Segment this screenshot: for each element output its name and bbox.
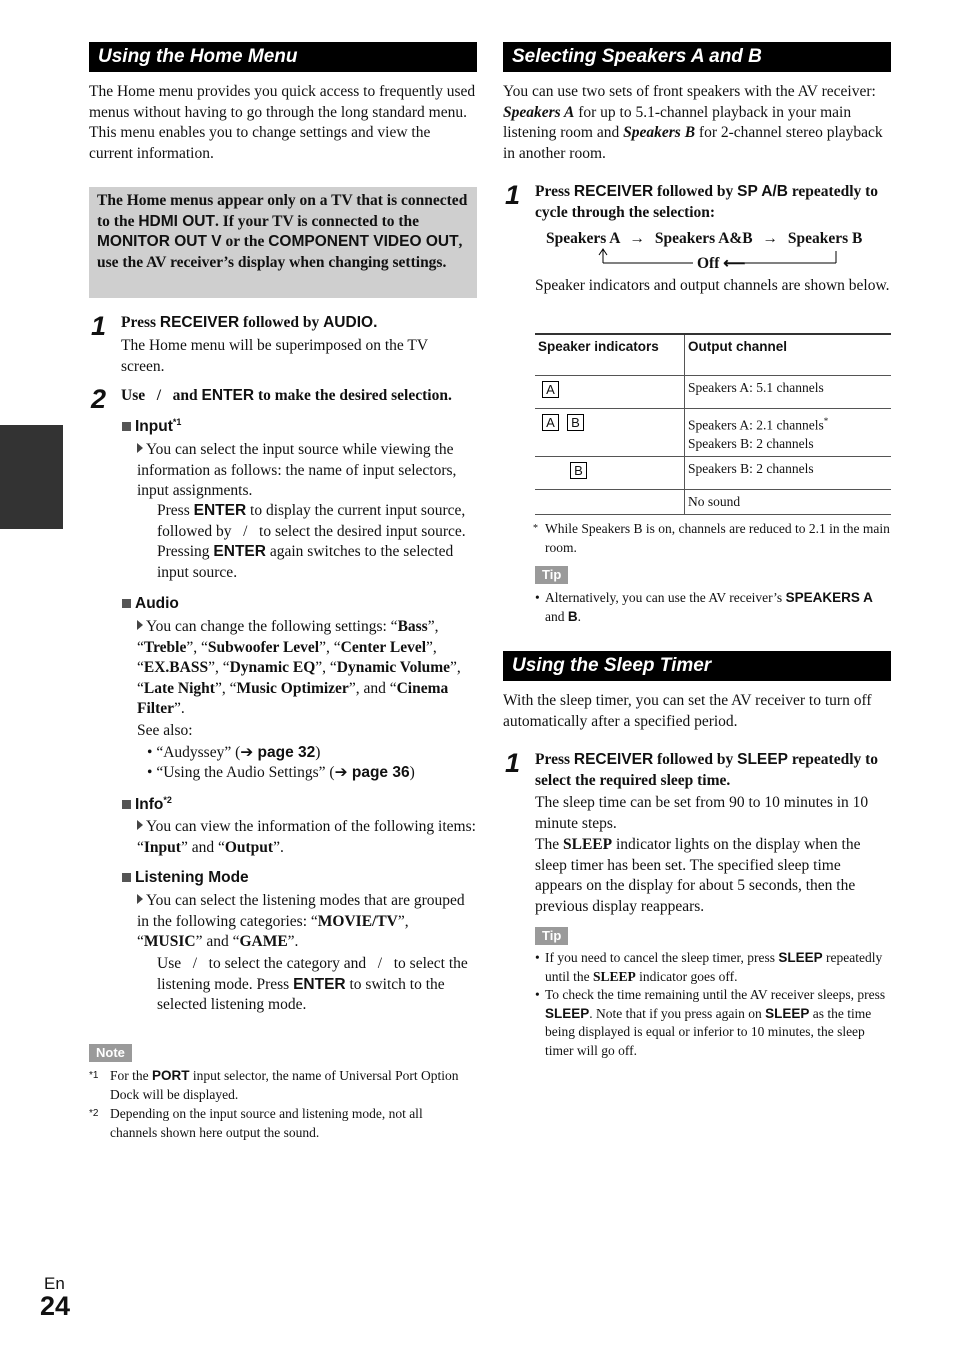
table-row [535, 409, 891, 457]
audio-heading [122, 595, 179, 613]
listening-mode-label: Listening Mode [135, 869, 249, 886]
square-bullet-icon [122, 800, 131, 809]
indicator-b: B [567, 414, 584, 431]
notice-text: or the [221, 233, 269, 250]
sleep-indicator: SLEEP [593, 968, 636, 984]
speakers-a-term: Speakers A [503, 103, 575, 121]
step-text: . [373, 314, 378, 331]
table-row [535, 489, 891, 514]
setting-name: Dynamic Volume [336, 659, 451, 676]
tip-item: • If you need to cancel the sleep timer, press SLEEP repeatedly until the SLEEP indicator goes off. [535, 950, 883, 984]
square-bullet-icon [122, 599, 131, 608]
step-text: Press [535, 751, 574, 768]
see-also-ref-2[interactable]: • “Using the Audio Settings” (➔ page 36) [147, 764, 415, 781]
arrow-icon: ➔ [334, 764, 348, 781]
tip-label: Tip [535, 927, 568, 945]
receiver-key: RECEIVER [573, 751, 654, 768]
speaker-table [535, 335, 891, 515]
audio-key: AUDIO [323, 314, 374, 331]
square-bullet-icon [122, 422, 131, 431]
procedure-text: to switch to the selected listening mode. [157, 975, 445, 1013]
note-label: Note [89, 1044, 132, 1062]
setting-name: Bass [397, 618, 428, 635]
header-indicators: Speaker indicators [535, 335, 685, 376]
tip-text: If you need to cancel the sleep timer, press [545, 950, 779, 965]
intro-text: You can use two sets of front speakers with the AV receiver: [503, 83, 876, 100]
receiver-key: RECEIVER [159, 314, 240, 331]
page-link[interactable]: page 36 [347, 764, 410, 781]
enter-key: ENTER [293, 975, 346, 993]
step1-heading [121, 313, 477, 334]
audio-label: Audio [135, 595, 179, 612]
note-text: Depending on the input source and listening mode, not all channels shown here output the sound. [110, 1106, 423, 1140]
listening-text: ”. [287, 933, 299, 950]
speakers-a-key: SPEAKERS A [785, 590, 873, 605]
listening-mode-heading [122, 869, 249, 887]
sleep-key: SLEEP [545, 1005, 590, 1021]
tip-text: . Note that if you press again on [589, 1005, 766, 1021]
output-cell: No sound [685, 489, 892, 514]
ref-text: ) [409, 764, 415, 781]
audio-text: ”, “ [137, 659, 461, 697]
triangle-bullet-icon [137, 894, 143, 904]
table-row [535, 456, 891, 489]
input-text: You can select the input source while viewing the information as follows: the name of input selectors, input assignments. [137, 441, 457, 499]
audio-text: ”, “ [214, 679, 237, 697]
sleep-step-heading [535, 750, 891, 791]
see-also-ref-1[interactable]: • “Audyssey” (➔ page 32) [147, 744, 321, 761]
step-number: 2 [91, 384, 107, 414]
page-link[interactable]: page 32 [253, 744, 316, 761]
setting-name: Late Night [143, 679, 215, 697]
notice-text: . If your TV is connected to the [214, 212, 420, 230]
sleep-indicator: SLEEP [562, 836, 613, 853]
tip-item: • Alternatively, you can use the AV receiver’s SPEAKERS A and B. [535, 590, 873, 624]
tip-text: repeatedly until the [545, 950, 883, 984]
step-text: Use [121, 387, 149, 404]
input-label: Input [135, 418, 173, 436]
language-label: En [44, 1274, 65, 1293]
cycle-off [697, 254, 746, 273]
output-cell: Speakers A: 5.1 channels [685, 376, 892, 409]
footnote-mark: *2 [163, 795, 172, 805]
listening-text: You can select the listening modes that are grouped in the following categories: “ [137, 892, 465, 930]
enter-key: ENTER [193, 502, 247, 519]
enter-key: ENTER [201, 387, 255, 404]
audio-text: ”, “ [137, 638, 437, 676]
left-arrow-icon: ⟵ [723, 255, 746, 272]
setting-name: Center Level [340, 638, 427, 656]
footnote-mark: * [823, 416, 829, 426]
audio-text: ”, “ [315, 659, 337, 676]
step-text: followed by [653, 751, 738, 768]
square-bullet-icon [122, 873, 131, 882]
speakers-title: Selecting Speakers A and B [503, 42, 891, 72]
indicator-cell [535, 409, 685, 457]
header-output: Output channel [685, 335, 892, 376]
category-name: MUSIC [143, 933, 196, 950]
procedure-text: to display the current input source, followed by / to select the desired input source. Pressing [157, 502, 470, 560]
procedure-text: again switches to the selected input source. [157, 543, 454, 581]
tip-text: indicator goes off. [635, 968, 738, 984]
setting-name: Treble [143, 638, 187, 656]
speakers-intro [503, 82, 891, 164]
intro-text: for 2-channel stereo playback in another room. [503, 124, 883, 162]
setting-name: Subwoofer Level [207, 638, 320, 656]
tip-text: as the time being displayed is equal or inferior to 10 minutes, the sleep timer will go off. [545, 1005, 872, 1058]
note-text: For the [110, 1068, 152, 1083]
see-also-label: See also: [137, 722, 193, 739]
audio-text: ”, “ [208, 659, 230, 676]
procedure-text: Press [157, 502, 194, 519]
notice-text: , use the AV receiver’s display when changing settings. [97, 233, 463, 271]
output-line: Speakers A: 2.1 channels [688, 417, 824, 433]
cycle-off-label: Off [697, 255, 720, 272]
info-heading [122, 795, 172, 814]
step-number: 1 [91, 311, 107, 341]
input-description [137, 440, 477, 502]
speakers-b-term: Speakers B [623, 124, 696, 141]
right-arrow-icon: → [629, 230, 646, 247]
sleep-body-1: The sleep time can be set from 90 to 10 minutes in 10 minute steps. [535, 794, 869, 832]
table-header-row [535, 335, 891, 376]
info-text: ” and “ [180, 838, 225, 856]
speakers-step-body: Speaker indicators and output channels are shown below. [535, 277, 890, 294]
intro-text: for up to 5.1-channel playback in your main listening room and [503, 103, 852, 141]
triangle-bullet-icon [137, 620, 143, 630]
step-text: repeatedly to select the required sleep time. [535, 751, 879, 789]
indicator-cell [535, 489, 685, 514]
home-menu-title: Using the Home Menu [89, 42, 477, 72]
audio-text: ”. [174, 700, 185, 717]
step-text: and [168, 387, 202, 404]
receiver-key: RECEIVER [573, 183, 654, 200]
sleep-key: SLEEP [765, 1005, 810, 1021]
indicator-b: B [570, 462, 587, 479]
tip-text: and [545, 608, 568, 624]
audio-text: ”, “ [137, 618, 439, 656]
info-text: ”. [273, 838, 284, 856]
monitor-out-key: MONITOR OUT V [97, 233, 222, 250]
info-description [137, 817, 477, 858]
step-text: repeatedly to cycle through the selection: [535, 183, 879, 221]
right-arrow-icon: → [762, 230, 779, 247]
info-text: You can view the information of the following items: “ [137, 818, 476, 856]
output-cell [685, 409, 892, 457]
note-mark: *1 [89, 1070, 99, 1081]
indicator-cell [535, 376, 685, 409]
listening-text: ”, “ [137, 912, 409, 950]
indicator-cell [535, 456, 685, 489]
sleep-text: The [535, 836, 563, 853]
note-2 [89, 1105, 477, 1140]
step-text: to make the desired selection. [254, 387, 452, 404]
footnote-text: While Speakers B is on, channels are reduced to 2.1 in the main room. [545, 521, 890, 555]
setting-name: Dynamic EQ [229, 659, 316, 676]
listening-description [137, 891, 477, 953]
speakers-step-heading [535, 182, 891, 223]
port-key: PORT [152, 1068, 190, 1083]
step-text: Press [121, 314, 160, 331]
item-name: Input [143, 838, 181, 856]
audio-text: ”, and “ [348, 679, 397, 697]
setting-name: EX.BASS [143, 659, 209, 676]
triangle-bullet-icon [137, 820, 143, 830]
tip-text: . [577, 608, 581, 624]
sleep-key: SLEEP [778, 950, 823, 965]
ref-text: ) [315, 744, 321, 761]
step-text: Press [535, 183, 574, 200]
input-procedure [157, 501, 472, 583]
listening-text: ” and “ [195, 933, 240, 950]
audio-text: ”, “ [319, 638, 341, 656]
hdmi-out-key: HDMI OUT [138, 212, 215, 230]
audio-description [137, 617, 477, 720]
footnote-mark: * [533, 523, 538, 534]
ref-text: “Using the Audio Settings” ( [156, 764, 335, 781]
item-name: Output [224, 838, 274, 856]
arrow-icon: ➔ [240, 744, 254, 761]
tip-item: • To check the time remaining until the AV receiver sleeps, press SLEEP. Note that if you press again on SLEEP as the time being displayed is equal or inferior to 10 minutes, the sleep timer will go off. [535, 987, 886, 1058]
note-1 [89, 1067, 477, 1102]
setting-name: Music Optimizer [236, 679, 349, 697]
sleep-text: indicator lights on the display when the sleep timer has been set. The specified sleep time appears on the display for about 5 seconds, then the previous display reappears. [535, 836, 861, 915]
tip-text: To check the time remaining until the AV receiver sleeps, press [545, 987, 886, 1002]
step-text: followed by [653, 183, 738, 200]
component-out-key: COMPONENT VIDEO OUT [268, 233, 459, 250]
sleep-intro: With the sleep timer, you can set the AV receiver to turn off automatically after a specified period. [503, 692, 872, 730]
speaker-cycle [546, 230, 862, 248]
tip-label: Tip [535, 566, 568, 584]
sleep-key: SLEEP [737, 751, 788, 768]
up-down-arrows: / [148, 387, 169, 404]
procedure-text: Use / to select the category and / to select the listening mode. Press [157, 955, 472, 993]
speakers-b-key: B [567, 608, 578, 624]
enter-key: ENTER [213, 543, 266, 560]
audio-text: You can change the following settings: “ [146, 618, 398, 635]
cycle-speakers-a: Speakers A [546, 230, 620, 247]
triangle-bullet-icon [137, 443, 143, 453]
sleep-timer-title: Using the Sleep Timer [503, 651, 891, 681]
footnote-mark: *1 [172, 417, 182, 427]
cycle-speakers-ab: Speakers A&B [654, 230, 753, 247]
table-footnote [533, 520, 891, 555]
setting-name: Cinema Filter [137, 679, 449, 717]
step2-heading [121, 386, 481, 407]
side-tab [0, 425, 63, 529]
indicator-a: A [542, 381, 559, 398]
table-row [535, 376, 891, 409]
step-number: 1 [505, 748, 521, 778]
hdmi-notice-box [89, 187, 477, 298]
ref-text: “Audyssey” ( [156, 744, 241, 761]
notice-text: The Home menus appear only on a TV that is connected to the [97, 192, 468, 230]
category-name: GAME [239, 933, 288, 950]
home-intro: The Home menu provides you quick access to frequently used menus without having to go through the long standard menu. This menu enables you to change settings and view the current information. [89, 83, 476, 162]
note-text: input selector, the name of Universal Port Option Dock will be displayed. [110, 1068, 459, 1102]
sp-ab-key: SP A/B [737, 183, 788, 200]
step-text: followed by [239, 314, 324, 331]
category-name: MOVIE/TV [317, 912, 398, 930]
indicator-a: A [542, 414, 559, 431]
output-cell: Speakers B: 2 channels [685, 456, 892, 489]
listening-procedure [157, 954, 472, 1016]
input-heading [122, 417, 181, 436]
audio-text: ”, “ [186, 638, 208, 656]
info-label: Info [135, 796, 164, 814]
tip-text: Alternatively, you can use the AV receiver’s [545, 590, 786, 605]
page-number: 24 [40, 1291, 71, 1321]
step-number: 1 [505, 180, 521, 210]
note-mark: *2 [89, 1108, 99, 1119]
cycle-speakers-b: Speakers B [787, 230, 863, 247]
step1-body: The Home menu will be superimposed on the TV screen. [121, 337, 428, 375]
output-line: Speakers B: 2 channels [688, 435, 814, 451]
sleep-body-2 [535, 835, 891, 917]
